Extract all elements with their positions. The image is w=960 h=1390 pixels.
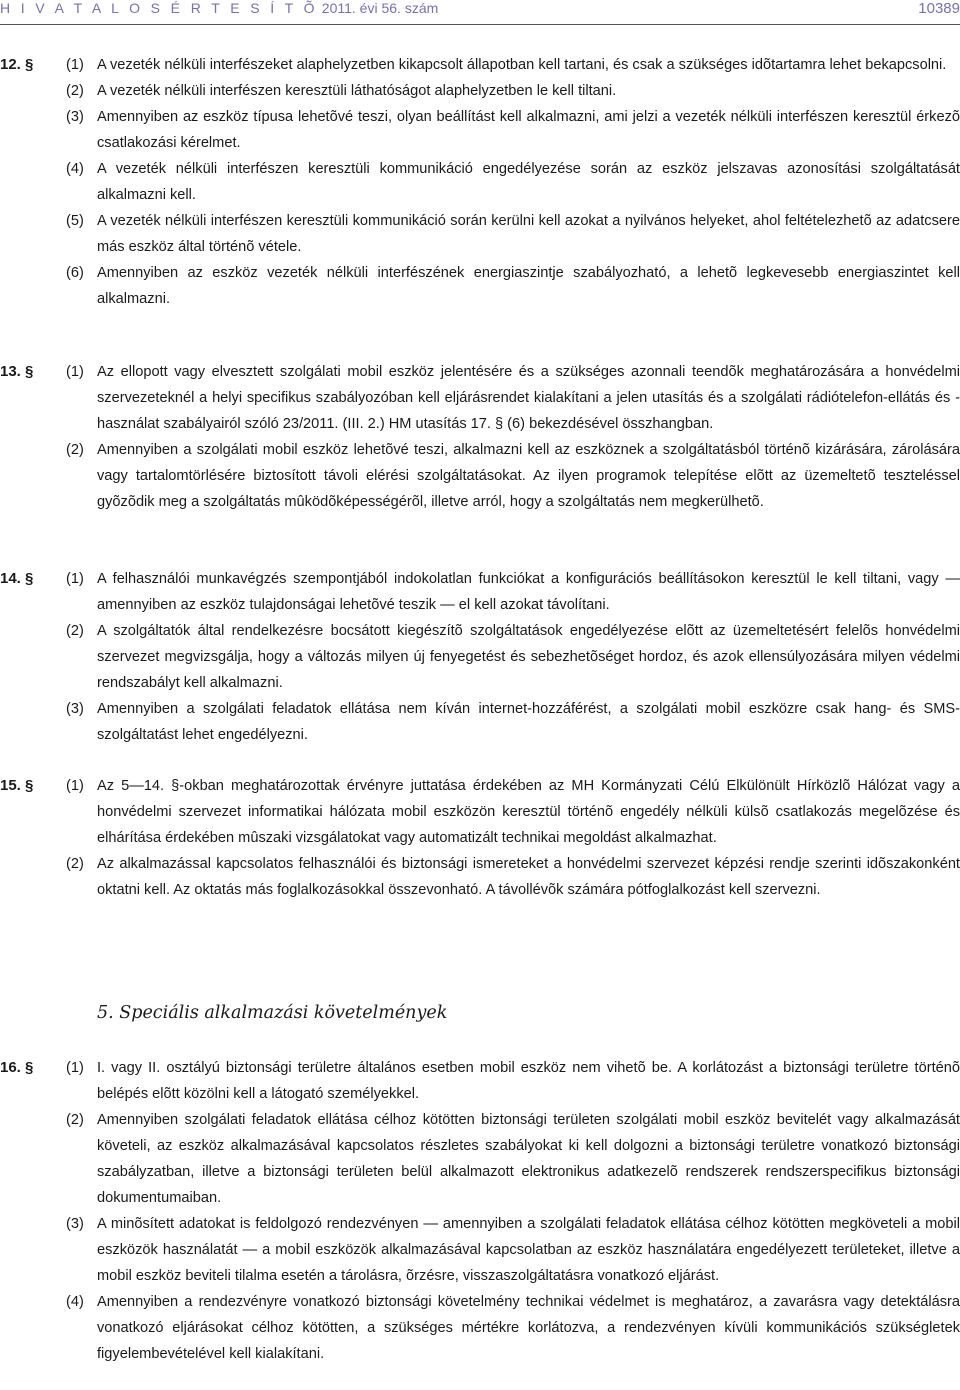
paragraph: [0, 52, 960, 78]
paragraph-number: (2): [66, 856, 84, 872]
paragraph: [0, 1289, 960, 1367]
paragraph-text: Amennyiben a rendezvényre vonatkozó biztonsági követelmény technikai védelmet is meghatároz, a zavarásra vagy detektálásra vonatkozó eljárásokat célhoz kötötten, a szükséges mértékre korlátozva, a rendezvényen kívüli kommunikációs szükségletek figyelembevételével kell kialakítani.: [97, 1294, 960, 1362]
paragraph: [0, 208, 960, 260]
page-number: 10389: [918, 0, 960, 17]
section-13: [0, 359, 960, 515]
paragraph-number: (4): [66, 1294, 84, 1310]
journal-title: [0, 0, 438, 16]
paragraph: [0, 851, 960, 903]
section-number: 15. §: [0, 777, 34, 794]
paragraph-number: (1): [66, 778, 84, 794]
section-number: 12. §: [0, 56, 34, 73]
paragraph-number: (5): [66, 213, 84, 229]
paragraph: [0, 618, 960, 696]
paragraph-text: A szolgáltatók által rendelkezésre bocsátott kiegészítõ szolgáltatások engedélyezése elõtt az üzemeltetésért felelõs honvédelmi szervezet megvizsgálja, hogy a változás milyen új fenyegetést és sebezhetõséget hordoz, és azok ellensúlyozására milyen védelmi rendszabályt kell alkalmazni.: [97, 623, 960, 691]
paragraph-number: (1): [66, 364, 84, 380]
section-16: [0, 1055, 960, 1367]
paragraph-number: (1): [66, 571, 84, 587]
paragraph: [0, 156, 960, 208]
paragraph-text: Amennyiben a szolgálati feladatok ellátása nem kíván internet-hozzáférést, a szolgálati mobil eszközre csak hang- és SMS-szolgáltatást lehet engedélyezni.: [97, 701, 960, 743]
paragraph-text: Az ellopott vagy elvesztett szolgálati mobil eszköz jelentésére és a szükséges azonnali teendõk meghatározására a honvédelmi szervezeteknél a helyi specifikus szabályozóban kell eljárásrendet kialakítani a jelen utasítás és a szolgálati rádiótelefon-ellátás és -használat szabályairól szóló 23/2011. (III. 2.) HM utasítás 17. § (6) bekezdésével összhangban.: [97, 364, 960, 432]
paragraph-number: (2): [66, 83, 84, 99]
paragraph: [0, 260, 960, 312]
issue-label: 2011. évi 56. szám: [317, 0, 439, 16]
paragraph: [0, 1107, 960, 1211]
paragraph-text: Az alkalmazással kapcsolatos felhasználói és biztonsági ismereteket a honvédelmi szervezet képzési rendje szerinti idõszakonként oktatni kell. Az oktatás más foglalkozásokkal összevonható. A távollévõk számára pótfoglalkozást kell szervezni.: [97, 856, 960, 898]
section-12: [0, 52, 960, 312]
paragraph-number: (1): [66, 57, 84, 73]
paragraph-text: I. vagy II. osztályú biztonsági területre általános esetben mobil eszköz nem vihetõ be. A korlátozást a biztonsági területre történõ belépés elõtt közölni kell a látogató személyekkel.: [97, 1060, 960, 1102]
paragraph-number: (3): [66, 1216, 84, 1232]
journal-name: H I V A T A L O S É R T E S Í T Õ: [0, 0, 318, 16]
paragraph-number: (2): [66, 1112, 84, 1128]
section-14: [0, 566, 960, 748]
paragraph-text: Az 5—14. §-okban meghatározottak érvényre juttatása érdekében az MH Kormányzati Célú Elkülönült Hírközlõ Hálózat vagy a honvédelmi szervezet informatikai hálózata mobil eszközön keresztül történõ engedély nélküli külsõ csatlakozás megelõzése és elhárítása érdekében mûszaki vizsgálatokat vagy automatizált technikai megoldást alkalmazhat.: [97, 778, 960, 846]
paragraph: [0, 104, 960, 156]
paragraph: [0, 437, 960, 515]
paragraph-text: Amennyiben az eszköz típusa lehetõvé teszi, olyan beállítást kell alkalmazni, ami jelzi a vezeték nélküli interfészen keresztül érkezõ csatlakozási kérelmet.: [97, 109, 960, 151]
paragraph: [0, 78, 960, 104]
paragraph-number: (4): [66, 161, 84, 177]
paragraph: [0, 1211, 960, 1289]
paragraph-text: A vezeték nélküli interfészen keresztüli kommunikáció során kerülni kell azokat a nyilvános helyeket, ahol feltételezhetõ az adatcsere más eszköz által történõ vétele.: [97, 213, 960, 255]
paragraph: [0, 773, 960, 851]
paragraph-text: Amennyiben az eszköz vezeték nélküli interfészének energiaszintje szabályozható, a lehetõ legkevesebb energiaszintet kell alkalmazni.: [97, 265, 960, 307]
paragraph-text: Amennyiben a szolgálati mobil eszköz lehetõvé teszi, alkalmazni kell az eszköznek a szolgáltatásból történõ kizárására, zárolására vagy tartalomtörlésére biztosított távoli elérési szolgáltatásokat. Az ilyen programok telepítése elõtt az üzemeltetõ teszteléssel gyõzõdik meg a szolgáltatás mûködõképességérõl, illetve arról, hogy a szolgáltatás nem megkerülhetõ.: [97, 442, 960, 510]
page-header: [0, 0, 960, 25]
paragraph-text: A vezeték nélküli interfészen keresztüli láthatóságot alaphelyzetben le kell tiltani.: [97, 83, 617, 99]
section-15: [0, 773, 960, 903]
paragraph: [0, 1055, 960, 1107]
paragraph-number: (3): [66, 109, 84, 125]
paragraph-number: (3): [66, 701, 84, 717]
paragraph-number: (6): [66, 265, 84, 281]
paragraph: [0, 359, 960, 437]
paragraph-text: A vezeték nélküli interfészeket alaphelyzetben kikapcsolt állapotban kell tartani, és csak a szükséges idõtartamra lehet bekapcsolni.: [97, 57, 947, 73]
chapter-heading: 5. Speciális alkalmazási követelmények: [97, 1003, 448, 1023]
paragraph-text: A minõsített adatokat is feldolgozó rendezvényen — amennyiben a szolgálati feladatok ellátása célhoz kötötten megköveteli a mobil eszközök használatát — a mobil eszközök alkalmazásával kapcsolatban az eszköz használatára engedélyezett területeket, illetve a mobil eszköz beviteli tilalma esetén a tárolásra, õrzésre, visszaszolgáltatásra vonatkozó eljárást.: [97, 1216, 960, 1284]
paragraph-number: (2): [66, 442, 84, 458]
paragraph: [0, 696, 960, 748]
paragraph-text: A vezeték nélküli interfészen keresztüli kommunikáció engedélyezése során az eszköz jelszavas azonosítási szolgáltatását alkalmazni kell.: [97, 161, 960, 203]
paragraph-text: Amennyiben szolgálati feladatok ellátása célhoz kötötten biztonsági területen szolgálati mobil eszköz bevitelét vagy alkalmazását követeli, az eszköz alkalmazásával kapcsolatos részletes szabályokat ki kell dolgozni a biztonsági területre vonatkozó biztonsági szabályzatban, illetve a biztonsági területen belül alkalmazott elektronikus adatkezelõ rendszerek rendszerspecifikus biztonsági dokumentumaiban.: [97, 1112, 960, 1206]
section-number: 16. §: [0, 1059, 34, 1076]
paragraph: [0, 566, 960, 618]
section-number: 14. §: [0, 570, 34, 587]
paragraph-number: (2): [66, 623, 84, 639]
section-number: 13. §: [0, 363, 34, 380]
paragraph-text: A felhasználói munkavégzés szempontjából indokolatlan funkciókat a konfigurációs beállításokon keresztül le kell tiltani, vagy — amennyiben az eszköz tulajdonságai lehetõvé teszik — el kell azokat távolítani.: [97, 571, 960, 613]
paragraph-number: (1): [66, 1060, 84, 1076]
